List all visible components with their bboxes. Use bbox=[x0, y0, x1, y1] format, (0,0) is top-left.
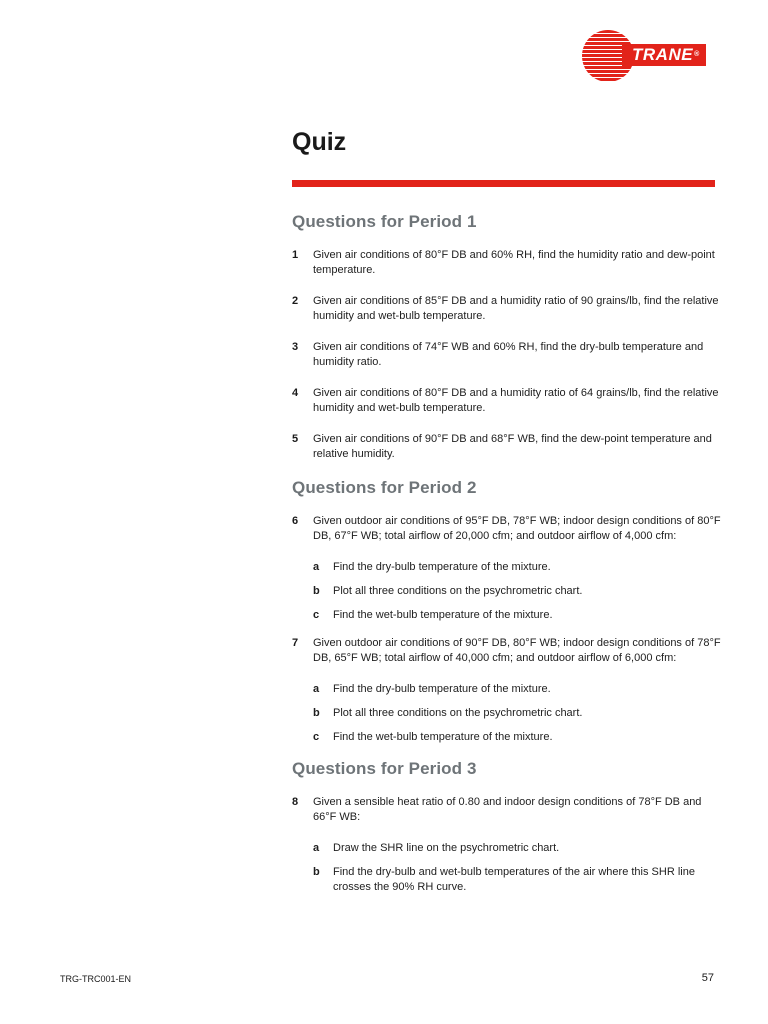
subquestion-6a bbox=[313, 560, 722, 575]
footer-page-number: 57 bbox=[701, 972, 714, 984]
subquestion-8b bbox=[313, 865, 722, 895]
subquestion-8a bbox=[313, 841, 722, 856]
question-7-subparts bbox=[313, 682, 722, 745]
question-number: 1 bbox=[292, 249, 299, 261]
sub-text: Plot all three conditions on the psychrometric chart. bbox=[333, 707, 583, 719]
sub-text: Find the dry-bulb and wet-bulb temperatures of the air where this SHR line crosses the 90% RH curve. bbox=[333, 866, 695, 893]
question-text: Given air conditions of 80°F DB and 60% RH, find the humidity ratio and dew-point temperature. bbox=[313, 249, 715, 276]
sub-letter: c bbox=[313, 731, 320, 743]
sub-text: Find the wet-bulb temperature of the mixture. bbox=[333, 609, 553, 621]
question-4 bbox=[292, 386, 722, 416]
sub-text: Draw the SHR line on the psychrometric chart. bbox=[333, 842, 560, 854]
question-number: 8 bbox=[292, 796, 299, 808]
question-number: 2 bbox=[292, 295, 299, 307]
sub-text: Plot all three conditions on the psychrometric chart. bbox=[333, 585, 583, 597]
subquestion-7a bbox=[313, 682, 722, 697]
section-heading-period-1: Questions for Period 1 bbox=[292, 212, 477, 231]
sub-text: Find the dry-bulb temperature of the mixture. bbox=[333, 683, 551, 695]
question-text: Given outdoor air conditions of 95°F DB, 78°F WB; indoor design conditions of 80°F DB, 67°F WB; total airflow of 20,000 cfm; and outdoor airflow of 4,000 cfm: bbox=[313, 515, 721, 542]
subquestion-6c bbox=[313, 608, 722, 623]
question-number: 6 bbox=[292, 515, 299, 527]
sub-letter: c bbox=[313, 609, 320, 621]
question-6-subparts bbox=[313, 560, 722, 623]
section-heading-period-2: Questions for Period 2 bbox=[292, 478, 477, 497]
question-8-subparts bbox=[313, 841, 722, 895]
subquestion-7c bbox=[313, 730, 722, 745]
question-text: Given air conditions of 80°F DB and a humidity ratio of 64 grains/lb, find the relative humidity and wet-bulb temperature. bbox=[313, 387, 719, 414]
sub-text: Find the dry-bulb temperature of the mixture. bbox=[333, 561, 551, 573]
trane-logo bbox=[582, 30, 722, 82]
subquestion-6b bbox=[313, 584, 722, 599]
question-number: 7 bbox=[292, 637, 299, 649]
question-text: Given air conditions of 85°F DB and a humidity ratio of 90 grains/lb, find the relative humidity and wet-bulb temperature. bbox=[313, 295, 719, 322]
question-2 bbox=[292, 294, 722, 324]
question-1 bbox=[292, 248, 722, 278]
sub-letter: b bbox=[313, 866, 320, 878]
trane-logo-wordmark: TRANE® bbox=[622, 44, 706, 66]
question-text: Given air conditions of 74°F WB and 60% RH, find the dry-bulb temperature and humidity ratio. bbox=[313, 341, 704, 368]
question-text: Given outdoor air conditions of 90°F DB, 80°F WB; indoor design conditions of 78°F DB, 65°F WB; total airflow of 40,000 cfm; and outdoor airflow of 6,000 cfm: bbox=[313, 637, 721, 664]
question-5 bbox=[292, 432, 722, 462]
section-heading-period-3: Questions for Period 3 bbox=[292, 759, 477, 778]
title-divider bbox=[292, 180, 715, 187]
sub-letter: b bbox=[313, 585, 320, 597]
sub-letter: a bbox=[313, 842, 320, 854]
footer-document-id: TRG-TRC001-EN bbox=[60, 974, 132, 984]
sub-letter: a bbox=[313, 683, 320, 695]
question-6 bbox=[292, 514, 722, 544]
page-title: Quiz bbox=[292, 128, 347, 156]
question-7 bbox=[292, 636, 722, 666]
quiz-content bbox=[292, 212, 722, 904]
question-number: 4 bbox=[292, 387, 299, 399]
question-8 bbox=[292, 795, 722, 825]
sub-letter: a bbox=[313, 561, 320, 573]
subquestion-7b bbox=[313, 706, 722, 721]
question-number: 5 bbox=[292, 433, 299, 445]
question-3 bbox=[292, 340, 722, 370]
question-text: Given a sensible heat ratio of 0.80 and indoor design conditions of 78°F DB and 66°F WB: bbox=[313, 796, 702, 823]
sub-letter: b bbox=[313, 707, 320, 719]
question-text: Given air conditions of 90°F DB and 68°F WB, find the dew-point temperature and relative humidity. bbox=[313, 433, 712, 460]
question-number: 3 bbox=[292, 341, 299, 353]
sub-text: Find the wet-bulb temperature of the mixture. bbox=[333, 731, 553, 743]
